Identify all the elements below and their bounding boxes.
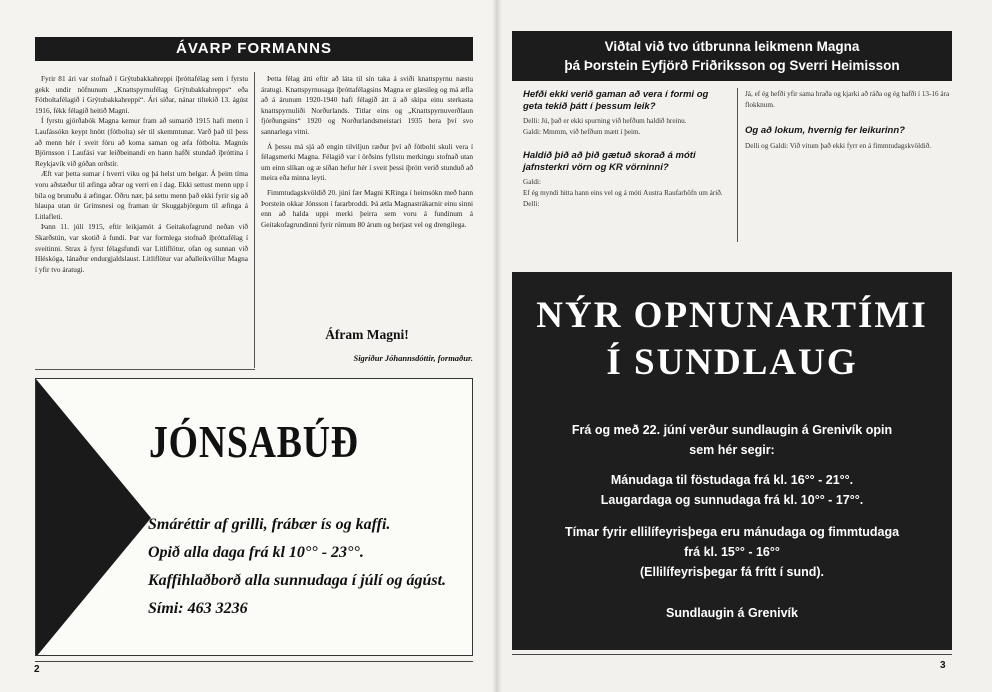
paragraph: Á þessu má sjá að engin tilviljun ræður því að fótbolti skuli vera í félagsmerki Magna. Félagið var í örðsins fyllstu merkingu stofnað utan um einn slíkan og æ síðan hefur hér í sveit þessi íþrótt verið stunduð að meira eða minna leyti. bbox=[261, 141, 473, 183]
question: Haldið þið að þið gætuð skorað á móti jafnsterkri vörn og KR vörninni? bbox=[523, 150, 696, 173]
question: Og að lokum, hvernig fer leikurinn? bbox=[745, 125, 905, 136]
answer: Já, ef ég hefði yfir sama hraða og kjarki að ráða og ég hafði í 13-16 ára flokknum. bbox=[745, 90, 950, 109]
ad-title bbox=[512, 292, 952, 386]
interview-subtitle: þá Þorstein Eyfjörð Friðriksson og Sverri Heimisson bbox=[564, 58, 900, 73]
ad-line: Mánudaga til föstudaga frá kl. 16°° - 21°°. bbox=[610, 473, 854, 487]
column-divider bbox=[254, 72, 255, 368]
footer-rule bbox=[512, 654, 952, 655]
question: Hefði ekki verið gaman að vera í formi og geta tekið þátt í þessum leik? bbox=[523, 89, 709, 112]
ad-line: frá kl. 15°° - 16°° bbox=[684, 545, 780, 559]
ad-hours bbox=[522, 470, 942, 510]
sundlaug-ad bbox=[512, 272, 952, 650]
paragraph: Æft var þetta sumar í hverri viku og þá helst um helgar. Á þeim tíma voru aðstæður til æfinga aðrar og verri en í dag. Ekki settust menn upp í bíla og brunuðu á æfingar. Öðru nær, þá settu menn það ekki fyrir sig að hlaupa utan úr Grímsnesi og framan úr Skuggabjörgum til æfinga á Litlafleti. bbox=[35, 169, 248, 221]
ad-line: Opið alla daga frá kl 10°° - 23°°. bbox=[148, 544, 364, 561]
answer: Galdi: Mmmm, við hefðum mætt í þeim. bbox=[523, 128, 641, 136]
ad-line: Laugardaga og sunnudaga frá kl. 10°° - 17°°. bbox=[600, 493, 864, 507]
ad-title: JÓNSABÚÐ bbox=[149, 416, 359, 467]
triangle-decoration bbox=[36, 379, 151, 656]
closing-line: Áfram Magni! bbox=[325, 327, 409, 342]
interview-column-2 bbox=[745, 89, 950, 152]
ad-line: Tímar fyrir ellilífeyrisþega eru mánudaga og fimmtudaga bbox=[564, 525, 900, 539]
interview-header bbox=[512, 31, 952, 81]
avarp-header: ÁVARP FORMANNS bbox=[35, 37, 473, 61]
paragraph: Þetta félag átti eftir að láta til sín taka á sviði knattspyrnu næstu áratugi. Knattspyrnusaga íþróttafélagsins Magna er glæsileg og má æfla að á árunum 1920-1940 hafi félagið átt á að skipa einu sterkasta knattspyrnuliði Norðurlands. Titlar eins og „Knattspyrnuverðlaun fjórðungsins“ 1920 og Norðurlandsmeistari 1935 bera því svo sannarlega vitni. bbox=[261, 74, 473, 136]
article-column-2 bbox=[261, 74, 473, 324]
footer-rule bbox=[35, 661, 473, 662]
signature: Sigríður Jóhannsdóttir, formaður. bbox=[353, 353, 473, 363]
ad-line: (Ellilífeyrisþegar fá frítt í sund). bbox=[639, 565, 825, 579]
ad-elder-hours bbox=[522, 522, 942, 582]
paragraph: Þann 11. júlí 1915, eftir leikjamót á Geitakofagrund neðan við Skarðstún, var skotið á fundi. Þar var formlega stofnað íþróttafélag í sveitinni. Strax á fyrst félagsfundi var Litliflötur, ofan og sunnan við Hléskóga, lánaður endurgjaldslaust. Litliflötur var aðalleikvöllur Magna í yfir tvo áratugi. bbox=[35, 222, 248, 274]
column-rule bbox=[35, 369, 255, 370]
ad-footer: Sundlaugin á Grenivík bbox=[666, 606, 798, 620]
ad-intro bbox=[522, 420, 942, 460]
interview-title: Viðtal við tvo útbrunna leikmenn Magna bbox=[604, 39, 860, 54]
ad-line: Sími: 463 3236 bbox=[148, 600, 248, 617]
page-fold bbox=[492, 0, 502, 692]
answer: Delli: bbox=[523, 200, 540, 208]
ad-lines bbox=[148, 511, 468, 623]
article-column-1 bbox=[35, 74, 248, 370]
ad-line: Kaffihlaðborð alla sunnudaga í júlí og ágúst. bbox=[148, 572, 447, 589]
ad-title-line: NÝR OPNUNARTÍMI bbox=[536, 295, 928, 336]
ad-title-line: Í SUNDLAUG bbox=[606, 342, 858, 383]
ad-line: Frá og með 22. júní verður sundlaugin á Grenivík opin bbox=[571, 423, 893, 437]
ad-line: sem hér segir: bbox=[689, 443, 775, 457]
interview-column-1 bbox=[523, 89, 730, 210]
paragraph: Fyrir 81 ári var stofnað í Grýtubakkahreppi íþróttafélag sem í fyrstu gekk undir nöfnunum „Knattspyrnufélag Grýtubakkahrepps“ eða Fótboltafélagið í Grýtubakkahreppi“. Ári síðar, nánar tiltekið 13. ágúst 1916, fékk félagið heitið Magni. bbox=[35, 74, 248, 115]
column-divider bbox=[737, 88, 738, 242]
page-number: 2 bbox=[34, 664, 40, 675]
answer: Galdi: bbox=[523, 178, 541, 186]
page-number: 3 bbox=[940, 660, 946, 671]
answer: Delli og Galdi: Við vitum það ekki fyrr en á fimmtudagskvöldið. bbox=[745, 142, 932, 150]
paragraph: Í fyrstu gjörðabók Magna kemur fram að sumarið 1915 hafi menn í Laufássókn keypt hnött (fótbolta) sér til skemmtunar. Varð það til þess að menn hér í sveit fóru að koma saman og æfa fótbolta. Magnús Björnsson í Laufási var leiðbeinandi en hann hafði stundað íþróttina í Reykjavík við góðan orðstír. bbox=[35, 116, 248, 168]
answer: Delli: Jú, það er ekki spurning við hefðum haldið hreinu. bbox=[523, 117, 687, 125]
jonsabud-ad bbox=[35, 378, 473, 656]
ad-line: Smáréttir af grilli, frábær ís og kaffi. bbox=[148, 516, 391, 533]
answer: Ef ég myndi hitta hann eins vel og á móti Austra Raufarhöfn um árið. bbox=[523, 189, 723, 197]
paragraph: Fimmtudagskvöldið 20. júní fær Magni KRinga í heimsókn með hann Þorstein okkar Jónsson í fararbroddi. Þá ætla Magnastrákarnir einu sinni enn að halda uppi merki þeirra sem voru á fundinum á Geitakofagrundinni fyrir rúmum 80 árum og berjast vel og drengilega. bbox=[261, 187, 473, 229]
